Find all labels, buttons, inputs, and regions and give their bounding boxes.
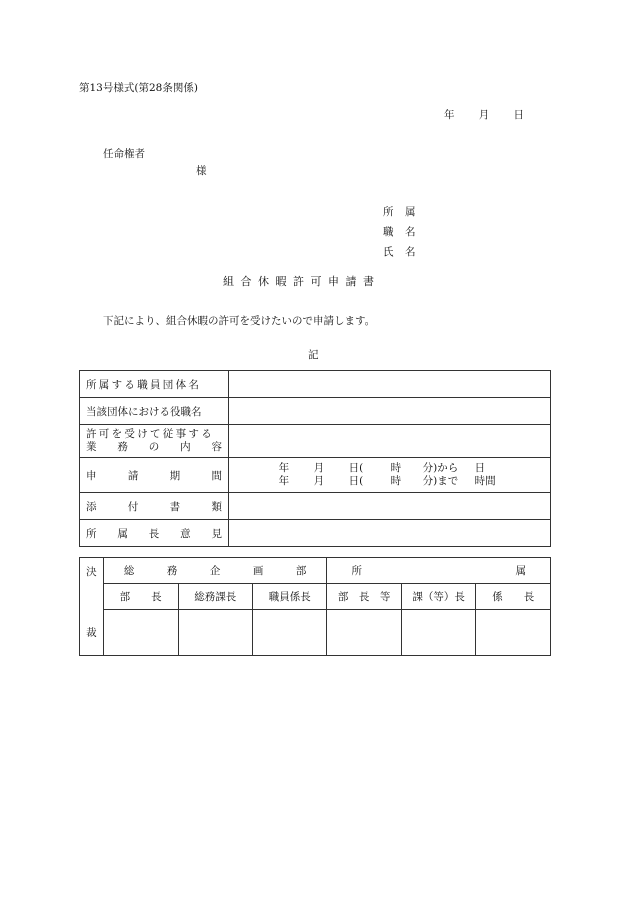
applicant-block (383, 201, 416, 261)
somu-kikaku-header (103, 558, 327, 584)
label-char: 容 (211, 441, 222, 453)
period-text: 時 (390, 462, 402, 474)
ki-heading: 記 (308, 349, 319, 361)
label-char: 意 (180, 527, 191, 540)
role-bucho-to (327, 584, 401, 610)
supervisor-opinion-field[interactable] (228, 520, 550, 547)
spread-text (86, 499, 222, 514)
seal-box-bucho[interactable] (103, 610, 178, 656)
role-in-union-field[interactable] (228, 398, 550, 425)
period-text: 年 (278, 475, 290, 487)
period-text: 日( (348, 462, 364, 474)
period-text: 日 (474, 462, 486, 474)
label-char: 請 (127, 469, 139, 482)
document-title: 組合休暇許可申請書 (223, 275, 381, 288)
label-char: 決 (86, 566, 97, 578)
period-text: 日( (348, 475, 364, 487)
spread-text (86, 468, 222, 483)
role-kacho (401, 584, 476, 610)
period-field[interactable] (228, 458, 550, 493)
table-row (80, 425, 551, 458)
applicant-name-label (383, 241, 416, 261)
period-text: 時 (390, 475, 402, 487)
label-char: 類 (211, 500, 222, 513)
role-text: 総務課長 (194, 591, 237, 603)
role-shokuin-kakaricho (252, 584, 326, 610)
seal-box-somu-kacho[interactable] (178, 610, 252, 656)
period-text: 時間 (474, 475, 496, 487)
table-row (80, 584, 551, 610)
table-row (80, 520, 551, 547)
role-kakaricho (476, 584, 551, 610)
table-row (80, 493, 551, 520)
seal-box-kacho[interactable] (401, 610, 476, 656)
label-char: 付 (127, 500, 139, 513)
details-table (79, 370, 551, 547)
label-char: 申 (86, 469, 97, 482)
table-row (80, 610, 551, 656)
request-statement: 下記により、組合休暇の許可を受けたいので申請します。 (103, 315, 376, 327)
label-char: 業 (86, 441, 97, 453)
supervisor-opinion-label (80, 520, 229, 547)
label-text: 当該団体における役職名 (86, 405, 202, 418)
applicant-affiliation-label (383, 201, 416, 221)
label-char: 所 (351, 565, 362, 577)
seal-box-shokuin-kakaricho[interactable] (252, 610, 326, 656)
period-to-line (279, 475, 509, 488)
label-char: 属 (405, 205, 416, 218)
role-text: 係 長 (492, 591, 535, 603)
table-row (80, 371, 551, 398)
period-label (80, 458, 229, 493)
role-text: 部 長 等 (337, 591, 391, 603)
label-char: 間 (211, 469, 222, 482)
label-text: 許可を受けて従事する (86, 428, 214, 440)
label-char: 期 (169, 469, 181, 482)
label-char: 見 (211, 527, 222, 540)
label-char: 企 (209, 565, 221, 577)
role-bucho (103, 584, 178, 610)
date-fields (444, 107, 524, 122)
addressee-appointer: 任命権者 (103, 148, 145, 160)
label-char: 添 (86, 500, 97, 513)
date-year-label: 年 (444, 109, 455, 121)
union-name-field[interactable] (228, 371, 550, 398)
attachments-field[interactable] (228, 493, 550, 520)
role-somu-kacho (178, 584, 252, 610)
spread-text (86, 526, 222, 541)
addressee-honorific: 様 (196, 165, 207, 177)
spread-text (86, 377, 222, 392)
work-content-field[interactable] (228, 425, 550, 458)
attachments-label (80, 493, 229, 520)
spread-text (104, 563, 327, 578)
label-char: 名 (405, 225, 416, 238)
table-row (80, 458, 551, 493)
label-char: 内 (180, 441, 191, 453)
period-text: 年 (278, 462, 290, 474)
label-char: 職 (383, 225, 394, 238)
period-text: 月 (313, 475, 325, 487)
label-char: 所 (383, 205, 394, 218)
label-char: 所 (86, 527, 97, 540)
work-content-label (80, 425, 229, 458)
seal-box-bucho-to[interactable] (327, 610, 401, 656)
applicant-position-label (383, 221, 416, 241)
role-text: 部 長 (119, 591, 162, 603)
label-char: 部 (295, 565, 307, 577)
kessai-label (80, 558, 104, 656)
label-char: の (148, 441, 160, 453)
role-in-union-label (80, 398, 229, 425)
label-char: 務 (117, 441, 128, 453)
period-text: 分)から (422, 462, 459, 474)
label-char: 氏 (383, 245, 394, 258)
spread-text (86, 441, 222, 454)
table-row (80, 398, 551, 425)
label-char: 属 (515, 565, 526, 577)
union-name-label (80, 371, 229, 398)
label-char: 画 (252, 565, 264, 577)
approval-table (79, 557, 551, 656)
date-month-label: 月 (478, 109, 490, 121)
label-char: 書 (169, 500, 181, 513)
role-text: 課（等）長 (412, 591, 465, 603)
table-row (80, 558, 551, 584)
period-from-line (279, 462, 509, 475)
label-text: 所属する職員団体名 (86, 378, 202, 391)
label-char: 名 (405, 245, 416, 258)
label-char: 長 (148, 527, 160, 540)
form-number: 第13号様式(第28条関係) (79, 82, 198, 94)
label-char: 裁 (86, 627, 97, 639)
date-day-label: 日 (513, 109, 524, 121)
spread-text (327, 563, 550, 578)
period-text: 月 (313, 462, 325, 474)
shozoku-header (327, 558, 551, 584)
period-text: 分)まで (422, 475, 459, 487)
label-char: 務 (166, 565, 178, 577)
label-char: 属 (117, 527, 128, 540)
label-char: 総 (123, 565, 135, 577)
role-text: 職員係長 (268, 591, 311, 603)
seal-box-kakaricho[interactable] (476, 610, 551, 656)
